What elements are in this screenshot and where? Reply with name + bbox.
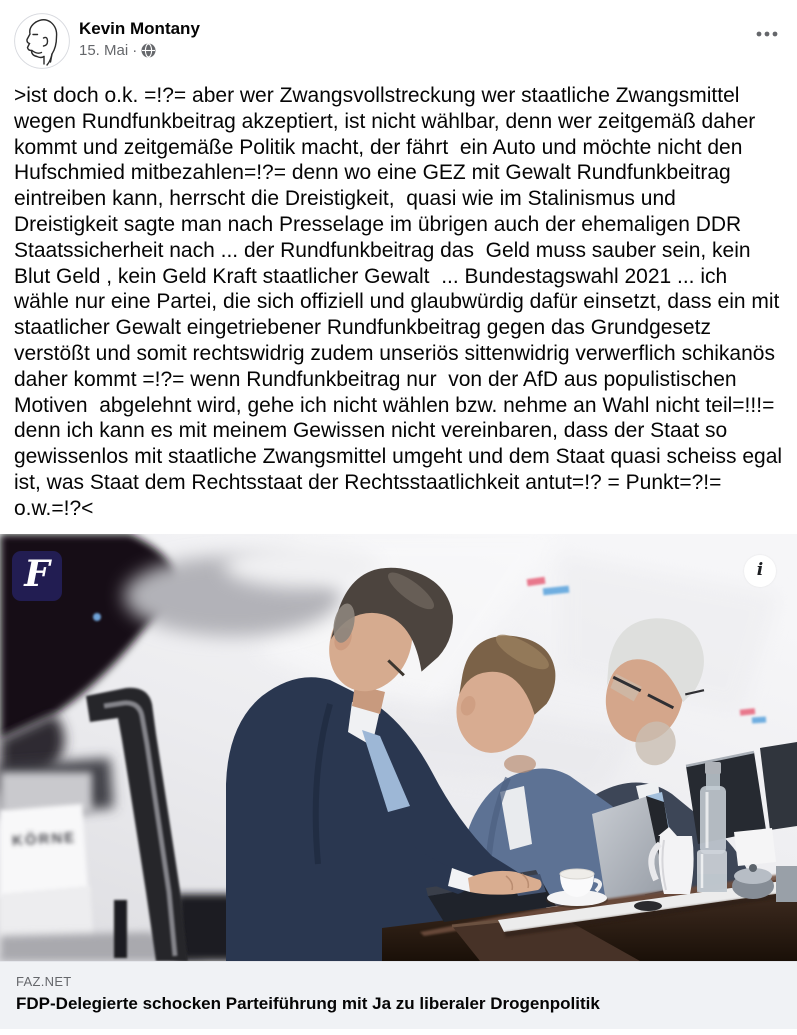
author-name[interactable]: Kevin Montany: [79, 19, 200, 38]
article-source: FAZ.NET: [16, 973, 72, 989]
meta-separator: ·: [132, 42, 138, 59]
nameplate-text: KÖRNE: [11, 828, 77, 849]
post-header: [0, 0, 797, 69]
article-headline: FDP-Delegierte schocken Parteiführung mit Ja zu liberaler Drogenpolitik: [16, 993, 600, 1013]
article-photo-illustration: [0, 534, 797, 961]
post-meta: [79, 42, 200, 59]
faz-logo: [12, 551, 62, 601]
article-link-card[interactable]: [0, 534, 797, 1029]
ellipsis-icon: [755, 22, 779, 46]
info-button[interactable]: [744, 555, 776, 587]
avatar[interactable]: [14, 13, 70, 69]
article-photo: [0, 534, 797, 961]
timestamp[interactable]: 15. Mai: [79, 42, 129, 59]
faz-logo-letter: F: [24, 552, 50, 595]
globe-public-icon: [141, 43, 156, 58]
article-card-footer: [0, 961, 797, 1029]
profile-sketch-icon: [14, 13, 70, 69]
info-icon: i: [756, 560, 764, 581]
post-text: >ist doch o.k. =!?= aber wer Zwangsvollstreckung wer staatliche Zwangsmittel wegen Rundfunkbeitrag akzeptiert, ist nicht wählbar, denn wer zeitgemäß daher kommt und zeitgemäße Politik macht, der fährt ein Auto und möchte nicht den Hufschmied mitbezahlen=!?= denn wo eine GEZ mit Gewalt Rundfunkbeitrag eintreiben kann, herrscht die Dreistigkeit, quasi wie im Stalinismus und Dreistigkeit sagte man nach Presselage im übrigen auch der ehemaligen DDR Staatssicherheit nach ... der Rundfunkbeitrag das Geld muss sauber sein, kein Blut Geld , kein Geld Kraft staatlicher Gewalt ... Bundestagswahl 2021 ... ich wähle nur eine Partei, die sich offiziell und glaubwürdig dafür einsetzt, dass ein mit staatlicher Gewalt eingetriebener Rundfunkbeitrag gegen das Grundgesetz verstößt und somit rechtswidrig zudem unseriös sittenwidrig verwerflich schikanös daher kommt =!?= wenn Rundfunkbeitrag nur von der AfD aus populistischen Motiven abgelehnt wird, gehe ich nicht wählen bzw. nehme an Wahl nicht teil=!!!= denn ich kann es mit meinem Gewissen nicht vereinbaren, dass der Staat so gewissenlos mit staatliche Zwangsmittel umgeht und dem Staat quasi scheiss egal ist, was Staat dem Rechtsstaat der Rechtsstaatlichkeit antut=!? = Punkt=?!= o.w.=!?<: [14, 84, 788, 520]
header-text: [79, 13, 200, 59]
more-options-button[interactable]: [749, 16, 785, 52]
